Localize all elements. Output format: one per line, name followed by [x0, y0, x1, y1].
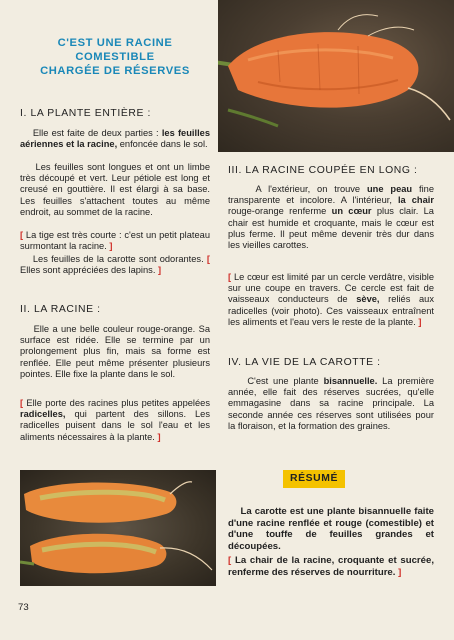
paragraph-couleur: Elle a une belle couleur rouge-orange. Sa surface est ridée. Elle se termine par un prolongement plus fin, mais sa forme est renflée. Elle peut même présenter plusieurs pointes. Elle fixe la plante dans le sol.: [20, 324, 210, 379]
paragraph-radicelles: [ Elle porte des racines plus petites appelées radicelles, qui partent des sillons. Les radicelles puisent dans le sol l'eau et les aliments nécessaires à la plante. ]: [20, 398, 210, 442]
title-line-1: C'EST UNE RACINE: [57, 37, 173, 49]
paragraph-odorantes: Les feuilles de la carotte sont odorantes. [ Elles sont appréciées des lapins. ]: [20, 254, 210, 276]
bracket-close: ]: [109, 241, 113, 252]
bracket-open: [: [20, 230, 24, 240]
resume-paragraph-1: La carotte est une plante bisannuelle faite d'une racine renflée et rouge (comestible) et d'une touffe de feuilles grandes et découpées.: [228, 506, 434, 552]
cut-carrots-illustration: [20, 470, 216, 586]
carrot-tip-rootlet: [408, 88, 450, 120]
whole-carrot-root: [228, 32, 418, 108]
paragraph-tige: [ La tige est très courte : c'est un petit plateau surmontant la racine. ]: [20, 230, 211, 252]
title-line-3: CHARGÉE DE RÉSERVES: [40, 65, 190, 77]
resume-text: [228, 506, 434, 579]
resume-paragraph-2: [ La chair de la racine, croquante et sucrée, renferme des réserves de nourriture. ]: [228, 555, 435, 578]
paragraph-vaisseaux: [ Le cœur est limité par un cercle verdâtre, visible sur une coupe en travers. Ce cercle est fait de vaisseaux conducteurs de sève, reliés aux radicelles (voir photo). Ces vaisseaux entraînent les aliments et l'eau vers le reste de la plante. ]: [228, 272, 434, 327]
section-heading-racine-coupee: III. LA RACINE COUPÉE EN LONG :: [228, 165, 418, 176]
resume-badge: RÉSUMÉ: [283, 470, 345, 488]
section-heading-racine: II. LA RACINE :: [20, 304, 101, 315]
paragraph-peau-chair-coeur: A l'extérieur, on trouve une peau fine transparente et incolore. A l'intérieur, la chair rouge-orange renferme un cœur plus clair. La chair est humide et croquante, mais le cœur est plus ferme. Il peut même devenir très dur dans les vieilles carottes.: [228, 184, 434, 251]
carrot-photo-illustration: [218, 0, 454, 152]
photo-cut-carrots: [20, 470, 216, 586]
paragraph-deux-parties: Elle est faite de deux parties : les feuilles aériennes et la racine, enfoncée dans le sol.: [20, 128, 210, 150]
cut-carrot-lower: [30, 534, 166, 574]
page-title: [22, 36, 208, 78]
paragraph-feuilles: Les feuilles sont longues et ont un limbe très découpé et vert. Leur pétiole est long et creusé en gouttière. Il est élargi à sa base. Les feuilles s'attachent toutes au même endroit, au sommet de la racine.: [20, 162, 210, 217]
photo-whole-carrot: [218, 0, 454, 152]
paragraph-bisannuelle: C'est une plante bisannuelle. La première année, elle fait des réserves sucrées, qu'elle emmagasine dans sa racine principale. La seconde année ces réserves sont utilisées pour la floraison, et la formation des graines.: [228, 376, 435, 431]
carrot-leaf-top: [228, 110, 278, 126]
section-heading-plante-entiere: I. LA PLANTE ENTIÈRE :: [20, 108, 151, 119]
title-line-2: COMESTIBLE: [75, 51, 155, 63]
page-number: 73: [18, 602, 29, 613]
cut-carrot-upper: [24, 482, 176, 522]
section-heading-vie-carotte: IV. LA VIE DE LA CAROTTE :: [228, 357, 381, 368]
